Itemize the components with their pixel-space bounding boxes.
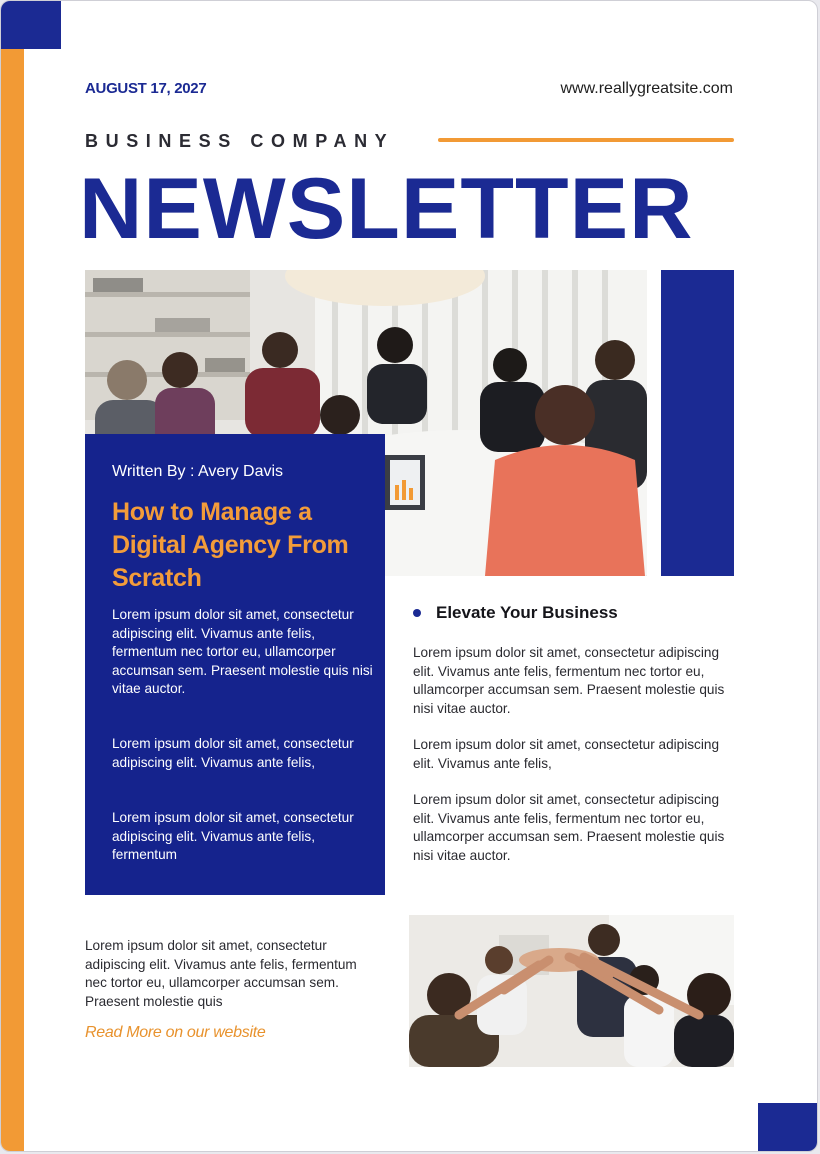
company-rule-divider — [438, 138, 734, 142]
section-title: Elevate Your Business — [436, 603, 618, 622]
company-label: BUSINESS COMPANY — [85, 131, 395, 151]
section-paragraph: Lorem ipsum dolor sit amet, consectetur adipiscing elit. Vivamus ante felis, — [413, 737, 719, 771]
website-link[interactable]: www.reallygreatsite.com — [560, 80, 733, 97]
issue-date: AUGUST 17, 2027 — [85, 80, 207, 97]
article-card — [85, 434, 385, 895]
corner-block-top-left — [1, 1, 61, 49]
section-paragraph: Lorem ipsum dolor sit amet, consectetur adipiscing elit. Vivamus ante felis, fermentum nec tortor eu, ullamcorper accumsan sem. Praesent molestie quis nisi vitae auctor. — [413, 792, 725, 863]
footer-paragraph: Lorem ipsum dolor sit amet, consectetur adipiscing elit. Vivamus ante felis, fermentum nec tortor eu, ullamcorper accumsan sem. Praesent molestie quis — [85, 938, 357, 1009]
article-paragraph: Lorem ipsum dolor sit amet, consectetur adipiscing elit. Vivamus ante felis, fermentum — [112, 810, 354, 862]
page-title: NEWSLETTER — [79, 161, 694, 257]
decorative-side-bar — [661, 270, 734, 576]
left-accent-bar — [1, 49, 24, 1151]
team-hands-together-photo — [409, 915, 734, 1067]
article-paragraph: Lorem ipsum dolor sit amet, consectetur adipiscing elit. Vivamus ante felis, — [112, 736, 354, 770]
article-paragraph: Lorem ipsum dolor sit amet, consectetur adipiscing elit. Vivamus ante felis, fermentum nec tortor eu, ullamcorper accumsan sem. Praesent molestie quis nisi vitae auctor. — [112, 607, 373, 696]
corner-block-bottom-right — [758, 1103, 817, 1151]
article-headline: How to Manage a Digital Agency From Scratch — [112, 498, 349, 592]
article-author: Written By : Avery Davis — [112, 463, 284, 480]
section-paragraph: Lorem ipsum dolor sit amet, consectetur adipiscing elit. Vivamus ante felis, fermentum nec tortor eu, ullamcorper accumsan sem. Praesent molestie quis nisi vitae auctor. — [413, 645, 725, 716]
read-more-link[interactable]: Read More on our website — [85, 1024, 266, 1041]
bullet-dot-icon — [413, 609, 421, 617]
